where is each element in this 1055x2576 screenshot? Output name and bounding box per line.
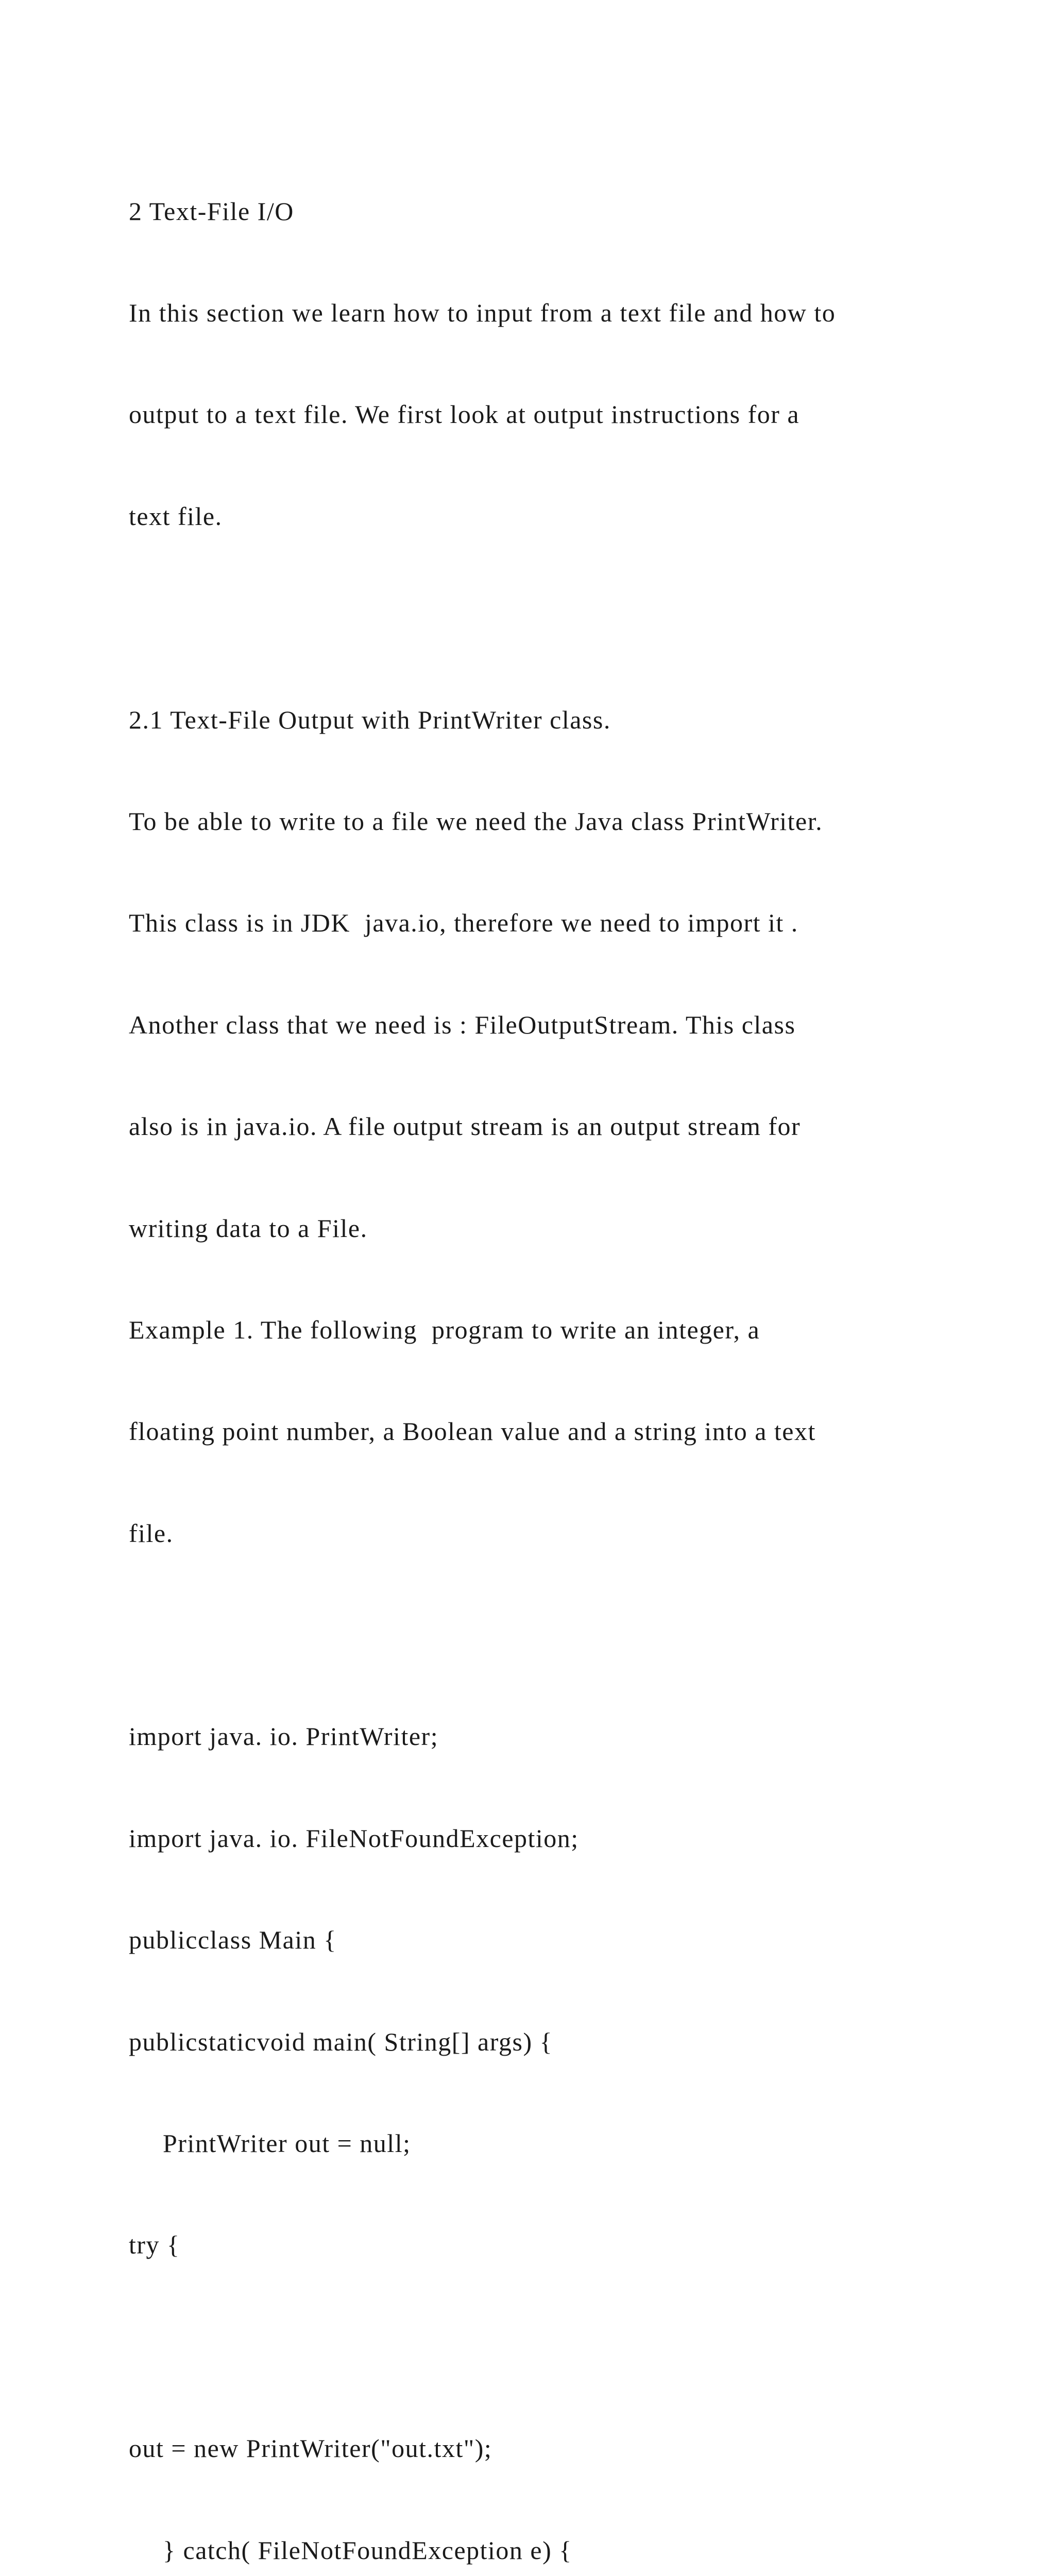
section-heading: 2 Text-File I/O bbox=[129, 196, 294, 226]
code-line: } catch( FileNotFoundException e) { bbox=[163, 2535, 572, 2565]
paragraph-line: writing data to a File. bbox=[129, 1213, 368, 1243]
code-line: try { bbox=[129, 2230, 180, 2260]
example-line: floating point number, a Boolean value and a string into a text bbox=[129, 1417, 816, 1446]
code-line: import java. io. PrintWriter; bbox=[129, 1722, 439, 1751]
example-line: file. bbox=[129, 1518, 174, 1548]
code-line: publicstaticvoid main( String[] args) { bbox=[129, 2027, 553, 2056]
paragraph-line: also is in java.io. A file output stream is an output stream for bbox=[129, 1112, 801, 1141]
subsection-heading: 2.1 Text-File Output with PrintWriter class. bbox=[129, 705, 611, 734]
paragraph-line: text file. bbox=[129, 501, 223, 531]
paragraph-line: This class is in JDK java.io, therefore we need to import it . bbox=[129, 908, 798, 938]
paragraph-line: In this section we learn how to input from a text file and how to bbox=[129, 298, 836, 327]
code-line: PrintWriter out = null; bbox=[163, 2129, 411, 2158]
paragraph-line: To be able to write to a file we need the Java class PrintWriter. bbox=[129, 806, 823, 836]
blank-line bbox=[129, 1618, 994, 1652]
document-body bbox=[129, 127, 994, 2576]
example-line: Example 1. The following program to write an integer, a bbox=[129, 1315, 760, 1344]
paragraph-line: output to a text file. We first look at output instructions for a bbox=[129, 400, 800, 429]
code-line: import java. io. FileNotFoundException; bbox=[129, 1823, 579, 1853]
code-line: out = new PrintWriter("out.txt"); bbox=[129, 2434, 492, 2463]
blank-line bbox=[129, 601, 994, 635]
paragraph-line: Another class that we need is : FileOutputStream. This class bbox=[129, 1010, 796, 1039]
blank-line bbox=[129, 2330, 994, 2364]
code-line: publicclass Main { bbox=[129, 1925, 337, 1955]
